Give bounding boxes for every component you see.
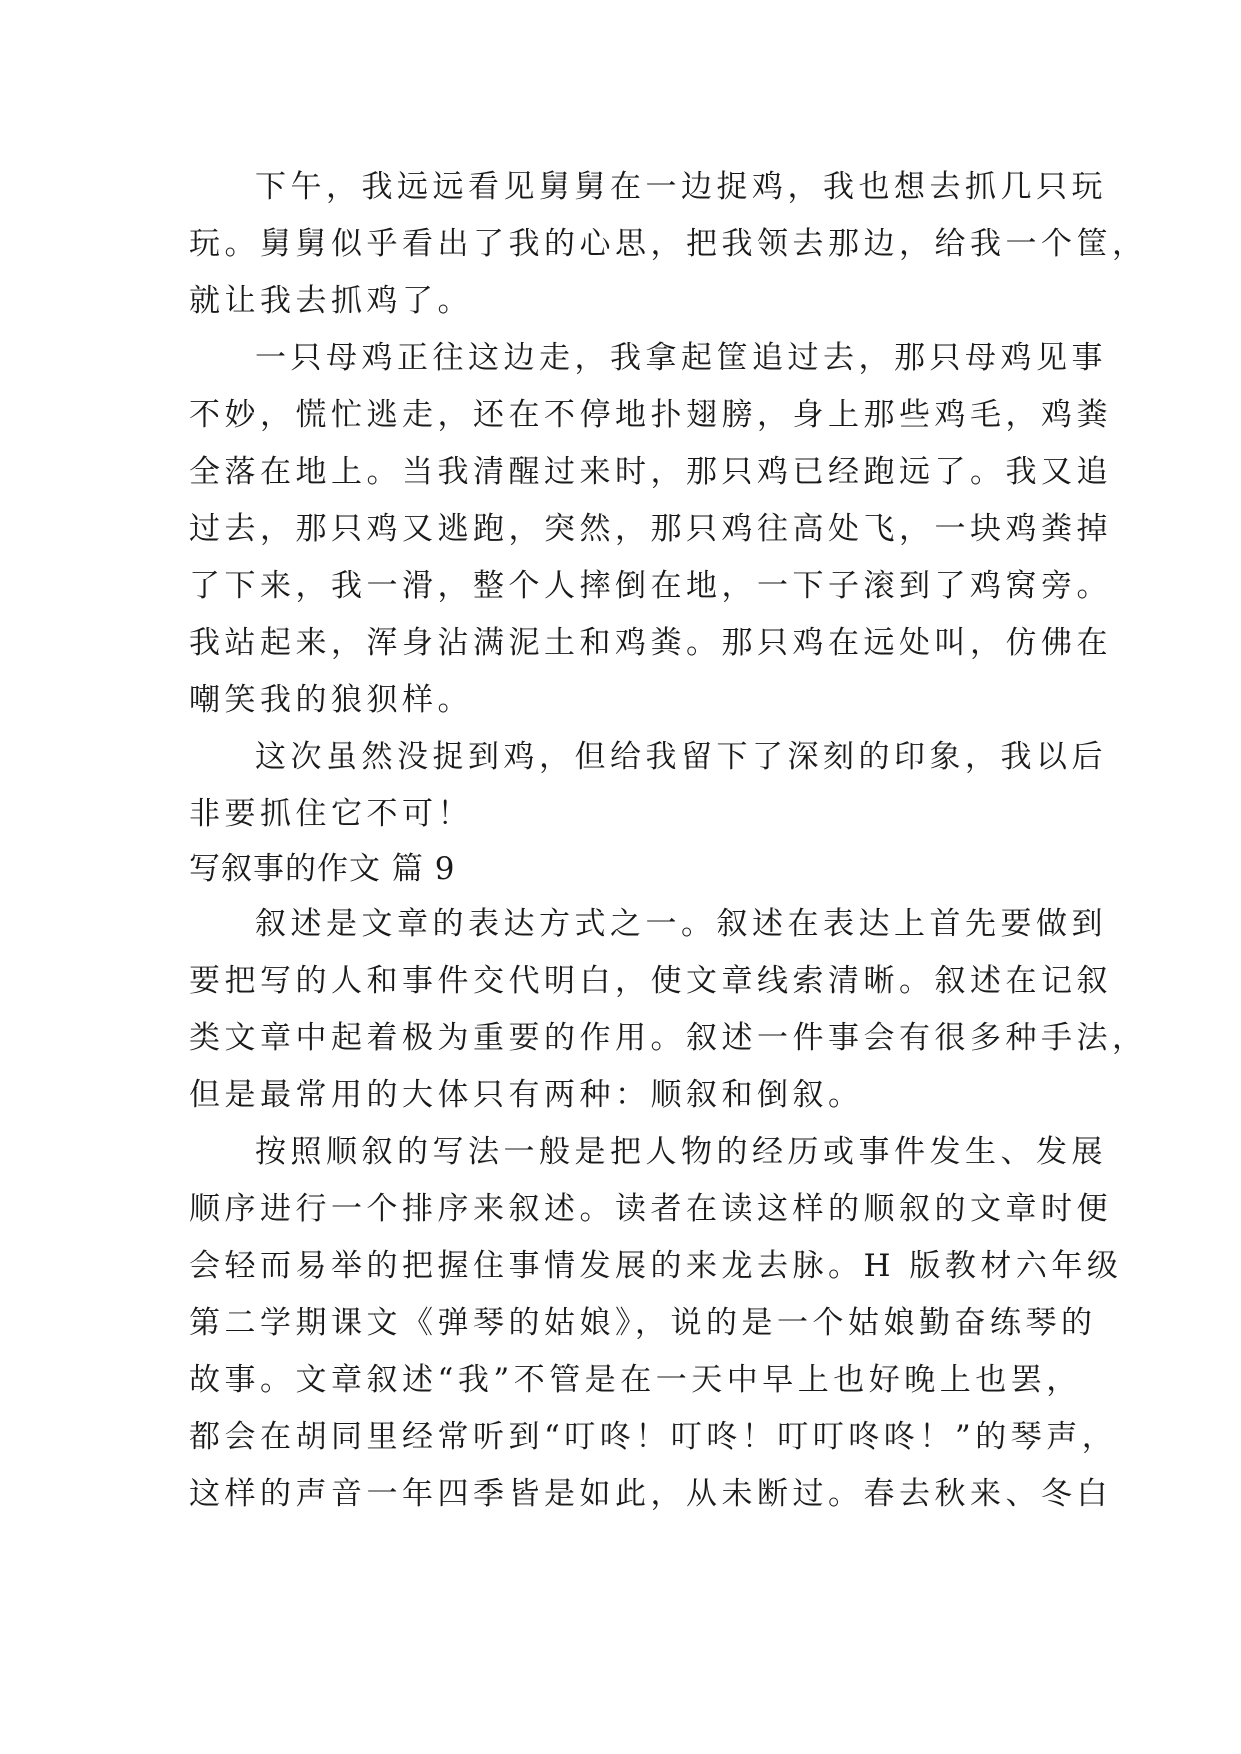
- text-line: 了下来，我一滑，整个人摔倒在地，一下子滚到了鸡窝旁。: [189, 568, 1112, 604]
- text-line: 嘲笑我的狼狈样。: [189, 682, 473, 718]
- text-line: 这样的声音一年四季皆是如此，从未断过。春去秋来、冬白: [189, 1476, 1112, 1512]
- text-line: 这次虽然没捉到鸡，但给我留下了深刻的印象，我以后: [255, 739, 1107, 775]
- text-line: 要把写的人和事件交代明白，使文章线索清晰。叙述在记叙: [189, 963, 1112, 999]
- text-line: 全落在地上。当我清醒过来时，那只鸡已经跑远了。我又追: [189, 454, 1112, 490]
- text-line: 一只母鸡正往这边走，我拿起筐追过去，那只母鸡见事: [255, 340, 1107, 376]
- text-line: 类文章中起着极为重要的作用。叙述一件事会有很多种手法，: [189, 1020, 1148, 1056]
- text-line: 过去，那只鸡又逃跑，突然，那只鸡往高处飞，一块鸡粪掉: [189, 511, 1112, 547]
- text-line: 非要抓住它不可！: [189, 796, 473, 832]
- text-line: 按照顺叙的写法一般是把人物的经历或事件发生、发展: [255, 1134, 1107, 1170]
- text-line: 顺序进行一个排序来叙述。读者在读这样的顺叙的文章时便: [189, 1191, 1112, 1227]
- text-line: 不妙，慌忙逃走，还在不停地扑翅膀，身上那些鸡毛，鸡粪: [189, 397, 1112, 433]
- text-line: 叙述是文章的表达方式之一。叙述在表达上首先要做到: [255, 906, 1107, 942]
- text-line: 第二学期课文《弹琴的姑娘》，说的是一个姑娘勤奋练琴的: [189, 1305, 1097, 1341]
- text-line: 玩。舅舅似乎看出了我的心思，把我领去那边，给我一个筐，: [189, 226, 1148, 262]
- text-line: 会轻而易举的把握住事情发展的来龙去脉。H 版教材六年级: [189, 1248, 1123, 1284]
- text-line: 下午，我远远看见舅舅在一边捉鸡，我也想去抓几只玩: [255, 169, 1107, 205]
- text-line: 都会在胡同里经常听到“叮咚！叮咚！叮叮咚咚！”的琴声，: [189, 1419, 1118, 1455]
- text-line: 但是最常用的大体只有两种：顺叙和倒叙。: [189, 1077, 864, 1113]
- text-line: 我站起来，浑身沾满泥土和鸡粪。那只鸡在远处叫，仿佛在: [189, 625, 1112, 661]
- text-line: 故事。文章叙述“我”不管是在一天中早上也好晚上也罢，: [189, 1362, 1082, 1398]
- text-line: 就让我去抓鸡了。: [189, 283, 473, 319]
- section-heading: 写叙事的作文 篇 9: [189, 851, 456, 887]
